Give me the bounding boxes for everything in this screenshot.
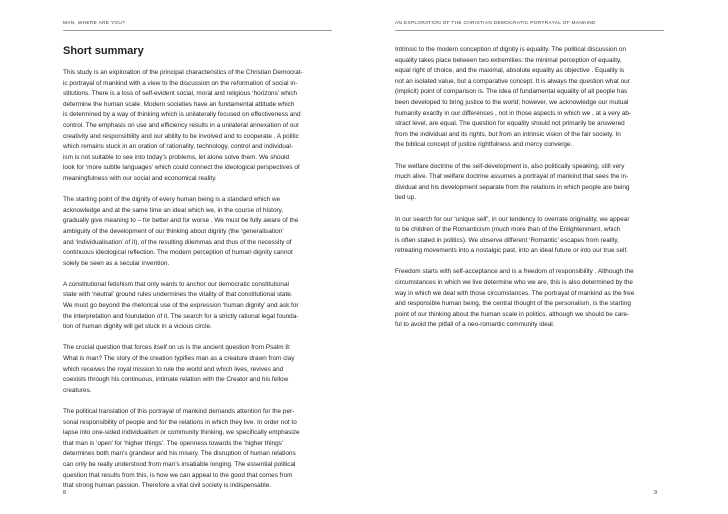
text-line: from the individual and its rights, but from an intrinsic vision of the fair society. In — [395, 130, 621, 138]
text-line: and ‘individualisation’ of it), of the resulting dilemmas and thus of the necessity of — [63, 238, 292, 246]
text-line: tied up. — [395, 194, 416, 202]
text-line: which remains stuck in an oration of rationality, technology, control and individual- — [63, 143, 293, 151]
left-text-column — [63, 68, 334, 502]
text-line: A constitutional fetishism that only wants to anchor our democratic constitutional — [63, 280, 289, 288]
text-line: (implicit) point of comparison is. The idea of fundamental equality of all people has — [395, 88, 628, 96]
right-header-rule — [395, 30, 664, 31]
text-line: question that results from this, is how we can appeal to the good that comes from — [63, 471, 293, 479]
text-line: much alive. That welfare doctrine assumes a portrayal of mankind that sees the in- — [395, 173, 629, 181]
text-line: and responsible human being, the central thought of the personalism, is the starting — [395, 300, 631, 308]
text-line: ful to avoid the pitfall of a neo-romantic community ideal. — [395, 321, 555, 329]
paragraph — [395, 267, 666, 331]
text-line: determine the human scale. Modern societies have an fundamental attitude which — [63, 100, 295, 108]
text-line: equal right of choice, and the maximal, absolute equality as objective . Equality is — [395, 67, 625, 75]
text-line: that man is ‘open’ for ‘higher things’. The openness towards the ‘higher things’ — [63, 439, 284, 447]
text-line: creativity and responsibility and our ability to be involved and to cooperate . A politic — [63, 132, 299, 140]
text-line: stitutions. There is a loss of self-evident social, moral and religious ‘horizons’ which — [63, 90, 298, 98]
text-line: control. The emphasis on use and efficiency results in a unilateral annexation of our — [63, 121, 300, 129]
text-line: This study is an exploration of the principal characteristics of the Christian Democrat- — [63, 69, 303, 76]
paragraph — [63, 343, 334, 396]
text-line: The political translation of this portrayal of mankind demands attention for the per- — [63, 408, 295, 415]
text-line: sonal responsibility of people and for the relations in which they live. In order not to — [63, 418, 297, 426]
paragraph — [395, 45, 666, 151]
text-line: dividual and his development separate from the relations in which people are being — [395, 183, 630, 191]
right-text-column — [395, 45, 666, 342]
text-line: stract level, are equal. The question for equality should not primarily be answered — [395, 120, 625, 128]
text-line: ambiguity of the development of our thinking about dignity (the ‘generalisation’ — [63, 227, 284, 235]
text-line: ism is not suitable to see into today’s problems, let alone solve them. We should — [63, 153, 290, 161]
text-line: The welfare doctrine of the self-development is, also politically speaking, still very — [395, 162, 625, 170]
text-line: meaningfulness with our social and economical reality. — [63, 174, 217, 182]
text-line: Intrinsic to the modern conception of dignity is equality. The political discussion on — [395, 46, 627, 53]
text-line: gradually give meaning to – for better and for worse . We must be fully aware of the — [63, 217, 299, 225]
text-line: point of our thinking about the human scale in politics, although we should be care- — [395, 310, 630, 318]
right-running-head: AN EXPLORATION OF THE CHRISTIAN DEMOCRATIC PORTRAYAL OF MANKIND — [395, 21, 596, 26]
right-page — [364, 0, 728, 514]
text-line: In our search for our ‘unique self’, in our tendency to overrate originality, we appear — [395, 215, 630, 223]
paragraph — [63, 407, 334, 492]
text-line: the interpretation and foundation of it. The search for a strictly rational legal founda- — [63, 312, 299, 320]
text-line: state with ‘neutral’ ground rules undermines the vitality of that constitutional state. — [63, 291, 293, 299]
text-line: retreating movements into a nostalgic past, into an ideal future or into our true self. — [395, 247, 629, 255]
text-line: which receives the royal mission to rule the world and which lives, revives and — [63, 365, 284, 373]
text-line: equality takes place between two extremities: the minimal perception of equality, — [395, 56, 622, 64]
text-line: acknowledge and at the same time an ideal which we, in the course of history, — [63, 206, 284, 214]
text-line: way in which we deal with those circumstances. The portrayal of mankind as the free — [395, 289, 635, 297]
left-header-rule — [63, 30, 332, 31]
text-line: coexists through his continuous, intimate relation with the Creator and his fellow — [63, 376, 289, 384]
text-line: The crucial question that forces itself on us is the ancient question from Psalm 8: — [63, 344, 291, 352]
text-line: solely be seen as a secular invention. — [63, 259, 170, 267]
paragraph — [63, 195, 334, 269]
text-line: can only be really understood from man’s insatiable longing. The essential political — [63, 460, 296, 468]
text-line: been developed to bring justice to the world; however, we acknowledge our mutual — [395, 98, 629, 106]
paragraph — [395, 215, 666, 257]
left-running-head: MAN, WHERE ARE YOU? — [63, 21, 126, 26]
paragraph — [63, 280, 334, 333]
text-line: lapse into one-sided individualism or community thinking, we specifically emphasize — [63, 429, 300, 437]
text-line: that strong human passion. Therefore a vital civil society is indispensable. — [63, 482, 272, 490]
text-line: is determined by a way of thinking which is unilaterally focused on effectiveness and — [63, 111, 301, 119]
text-line: look for ‘more subtle languages’ which could connect the ideological perspectives of — [63, 164, 300, 172]
text-line: is often stated in politics). We observe different ‘Romantic’ escapes from reality, — [395, 236, 619, 244]
text-line: the biblical concept of justice rightfulness and mercy converge. — [395, 141, 573, 149]
text-line: humanity exactly in our differences , not in those aspects in which we , at a very ab- — [395, 109, 632, 117]
page-number: 9 — [654, 490, 658, 496]
text-line: determines both man’s grandeur and his misery. The disruption of human relations — [63, 450, 296, 458]
text-line: continuous ideological reflection. The modern perception of human dignity cannot — [63, 249, 293, 257]
text-line: tion of human dignity will get stuck in a vicious circle. — [63, 323, 212, 331]
page-number: 8 — [63, 490, 67, 496]
text-line: creatures. — [63, 386, 92, 394]
section-heading: Short summary — [63, 45, 144, 57]
text-line: Freedom starts with self-acceptance and is a freedom of responsibility . Although the — [395, 268, 634, 276]
text-line: circumstances in which we live determine who we are, this is also determined by the — [395, 279, 633, 287]
paragraph — [395, 162, 666, 204]
text-line: to be children of the Romanticism (much more than of the Enlightenment, which — [395, 226, 621, 234]
text-line: What is man? The story of the creation typifies man as a creature drawn from clay — [63, 355, 295, 363]
text-line: We must go beyond the rhetorical use of the expression ‘human dignity’ and ask for — [63, 302, 299, 310]
paragraph — [63, 68, 334, 185]
text-line: ic portrayal of mankind with a view to the discussion on the reformation of social in- — [63, 79, 298, 87]
text-line: not an isolated value, but a comparative concept. It is always the question what our — [395, 77, 630, 85]
text-line: The starting point of the dignity of every human being is a standard which we — [63, 196, 281, 204]
